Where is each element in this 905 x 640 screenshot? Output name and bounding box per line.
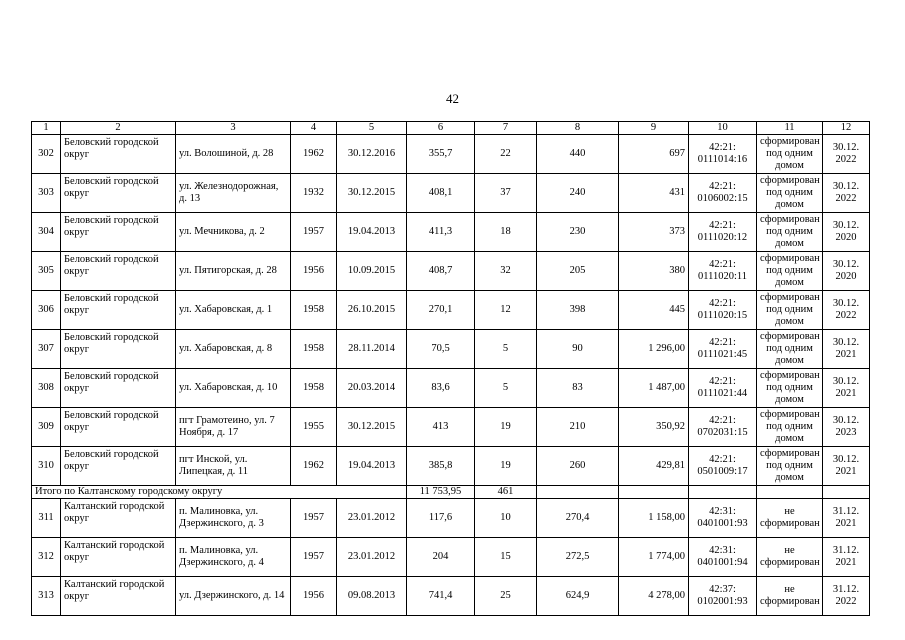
value-col9: 373 bbox=[619, 213, 689, 252]
cadastral-number: 42:21: 0111020:12 bbox=[689, 213, 757, 252]
district-name: Калтанский городской округ bbox=[61, 577, 176, 616]
value-col9: 697 bbox=[619, 135, 689, 174]
row-number: 308 bbox=[32, 369, 61, 408]
table-row bbox=[32, 252, 870, 291]
status: сформирован под одним домом bbox=[757, 252, 823, 291]
row-number: 306 bbox=[32, 291, 61, 330]
column-number: 4 bbox=[291, 122, 337, 135]
build-year: 1956 bbox=[291, 252, 337, 291]
deadline: 31.12. 2021 bbox=[823, 538, 870, 577]
status: не сформирован bbox=[757, 538, 823, 577]
cadastral-number: 42:31: 0401001:94 bbox=[689, 538, 757, 577]
area: 411,3 bbox=[407, 213, 475, 252]
column-number: 5 bbox=[337, 122, 407, 135]
count: 19 bbox=[475, 447, 537, 486]
column-number: 12 bbox=[823, 122, 870, 135]
count: 19 bbox=[475, 408, 537, 447]
value-col9: 1 487,00 bbox=[619, 369, 689, 408]
column-number: 8 bbox=[537, 122, 619, 135]
row-number: 307 bbox=[32, 330, 61, 369]
address: ул. Железнодорожная, д. 13 bbox=[176, 174, 291, 213]
housing-register-table bbox=[31, 121, 870, 616]
value-col9: 1 158,00 bbox=[619, 499, 689, 538]
value-col8: 260 bbox=[537, 447, 619, 486]
address: ул. Дзержинского, д. 14 bbox=[176, 577, 291, 616]
total-row bbox=[32, 486, 870, 499]
value-col8: 240 bbox=[537, 174, 619, 213]
date: 26.10.2015 bbox=[337, 291, 407, 330]
area: 83,6 bbox=[407, 369, 475, 408]
count: 15 bbox=[475, 538, 537, 577]
cadastral-number: 42:21: 0106002:15 bbox=[689, 174, 757, 213]
value-col8: 270,4 bbox=[537, 499, 619, 538]
cadastral-number: 42:21: 0111021:45 bbox=[689, 330, 757, 369]
column-number: 7 bbox=[475, 122, 537, 135]
area: 204 bbox=[407, 538, 475, 577]
status: сформирован под одним домом bbox=[757, 291, 823, 330]
count: 18 bbox=[475, 213, 537, 252]
deadline: 30.12. 2022 bbox=[823, 135, 870, 174]
deadline: 30.12. 2022 bbox=[823, 291, 870, 330]
count: 5 bbox=[475, 330, 537, 369]
row-number: 311 bbox=[32, 499, 61, 538]
area: 413 bbox=[407, 408, 475, 447]
date: 19.04.2013 bbox=[337, 213, 407, 252]
status: сформирован под одним домом bbox=[757, 135, 823, 174]
total-area: 11 753,95 bbox=[407, 486, 475, 499]
area: 270,1 bbox=[407, 291, 475, 330]
deadline: 31.12. 2022 bbox=[823, 577, 870, 616]
deadline: 30.12. 2023 bbox=[823, 408, 870, 447]
address: ул. Хабаровская, д. 10 bbox=[176, 369, 291, 408]
value-col8: 624,9 bbox=[537, 577, 619, 616]
build-year: 1957 bbox=[291, 213, 337, 252]
row-number: 303 bbox=[32, 174, 61, 213]
row-number: 309 bbox=[32, 408, 61, 447]
row-number: 305 bbox=[32, 252, 61, 291]
row-number: 304 bbox=[32, 213, 61, 252]
table-row bbox=[32, 213, 870, 252]
count: 37 bbox=[475, 174, 537, 213]
value-col9: 380 bbox=[619, 252, 689, 291]
value-col8: 90 bbox=[537, 330, 619, 369]
count: 5 bbox=[475, 369, 537, 408]
value-col9: 350,92 bbox=[619, 408, 689, 447]
deadline: 30.12. 2021 bbox=[823, 447, 870, 486]
district-name: Калтанский городской округ bbox=[61, 499, 176, 538]
status: сформирован под одним домом bbox=[757, 213, 823, 252]
build-year: 1957 bbox=[291, 538, 337, 577]
empty-cell bbox=[689, 486, 757, 499]
column-number: 10 bbox=[689, 122, 757, 135]
build-year: 1957 bbox=[291, 499, 337, 538]
deadline: 30.12. 2020 bbox=[823, 213, 870, 252]
table-row bbox=[32, 447, 870, 486]
status: сформирован под одним домом bbox=[757, 369, 823, 408]
value-col9: 431 bbox=[619, 174, 689, 213]
date: 20.03.2014 bbox=[337, 369, 407, 408]
status: не сформирован bbox=[757, 577, 823, 616]
address: пгт Грамотеино, ул. 7 Ноября, д. 17 bbox=[176, 408, 291, 447]
address: ул. Хабаровская, д. 1 bbox=[176, 291, 291, 330]
area: 408,7 bbox=[407, 252, 475, 291]
date: 23.01.2012 bbox=[337, 538, 407, 577]
column-number: 6 bbox=[407, 122, 475, 135]
count: 12 bbox=[475, 291, 537, 330]
cadastral-number: 42:31: 0401001:93 bbox=[689, 499, 757, 538]
column-number: 1 bbox=[32, 122, 61, 135]
district-name: Беловский городской округ bbox=[61, 291, 176, 330]
area: 385,8 bbox=[407, 447, 475, 486]
empty-cell bbox=[823, 486, 870, 499]
column-number: 11 bbox=[757, 122, 823, 135]
district-name: Беловский городской округ bbox=[61, 330, 176, 369]
cadastral-number: 42:21: 0111021:44 bbox=[689, 369, 757, 408]
count: 32 bbox=[475, 252, 537, 291]
cadastral-number: 42:21: 0111020:11 bbox=[689, 252, 757, 291]
table-row bbox=[32, 330, 870, 369]
table-row bbox=[32, 291, 870, 330]
value-col8: 205 bbox=[537, 252, 619, 291]
value-col8: 210 bbox=[537, 408, 619, 447]
status: сформирован под одним домом bbox=[757, 174, 823, 213]
table-row bbox=[32, 577, 870, 616]
address: п. Малиновка, ул. Дзержинского, д. 4 bbox=[176, 538, 291, 577]
empty-cell bbox=[757, 486, 823, 499]
cadastral-number: 42:37: 0102001:93 bbox=[689, 577, 757, 616]
total-label: Итого по Калтанскому городскому округу bbox=[32, 486, 407, 499]
column-number: 2 bbox=[61, 122, 176, 135]
district-name: Беловский городской округ bbox=[61, 174, 176, 213]
district-name: Беловский городской округ bbox=[61, 369, 176, 408]
table-row bbox=[32, 499, 870, 538]
table-row bbox=[32, 369, 870, 408]
date: 09.08.2013 bbox=[337, 577, 407, 616]
area: 408,1 bbox=[407, 174, 475, 213]
date: 28.11.2014 bbox=[337, 330, 407, 369]
area: 70,5 bbox=[407, 330, 475, 369]
cadastral-number: 42:21: 0702031:15 bbox=[689, 408, 757, 447]
build-year: 1958 bbox=[291, 291, 337, 330]
status: сформирован под одним домом bbox=[757, 408, 823, 447]
build-year: 1958 bbox=[291, 369, 337, 408]
district-name: Беловский городской округ bbox=[61, 408, 176, 447]
table-row bbox=[32, 174, 870, 213]
column-number: 3 bbox=[176, 122, 291, 135]
count: 10 bbox=[475, 499, 537, 538]
cadastral-number: 42:21: 0111020:15 bbox=[689, 291, 757, 330]
date: 30.12.2015 bbox=[337, 408, 407, 447]
row-number: 312 bbox=[32, 538, 61, 577]
address: ул. Пятигорская, д. 28 bbox=[176, 252, 291, 291]
area: 117,6 bbox=[407, 499, 475, 538]
table-row bbox=[32, 408, 870, 447]
deadline: 31.12. 2021 bbox=[823, 499, 870, 538]
status: не сформирован bbox=[757, 499, 823, 538]
date: 30.12.2015 bbox=[337, 174, 407, 213]
row-number: 310 bbox=[32, 447, 61, 486]
count: 22 bbox=[475, 135, 537, 174]
empty-cell bbox=[619, 486, 689, 499]
table-row bbox=[32, 538, 870, 577]
district-name: Беловский городской округ bbox=[61, 447, 176, 486]
status: сформирован под одним домом bbox=[757, 330, 823, 369]
cadastral-number: 42:21: 0501009:17 bbox=[689, 447, 757, 486]
area: 741,4 bbox=[407, 577, 475, 616]
value-col9: 4 278,00 bbox=[619, 577, 689, 616]
column-number: 9 bbox=[619, 122, 689, 135]
date: 23.01.2012 bbox=[337, 499, 407, 538]
value-col9: 429,81 bbox=[619, 447, 689, 486]
empty-cell bbox=[537, 486, 619, 499]
count: 25 bbox=[475, 577, 537, 616]
district-name: Беловский городской округ bbox=[61, 135, 176, 174]
build-year: 1958 bbox=[291, 330, 337, 369]
build-year: 1955 bbox=[291, 408, 337, 447]
build-year: 1932 bbox=[291, 174, 337, 213]
district-name: Беловский городской округ bbox=[61, 252, 176, 291]
deadline: 30.12. 2020 bbox=[823, 252, 870, 291]
total-count: 461 bbox=[475, 486, 537, 499]
address: ул. Мечникова, д. 2 bbox=[176, 213, 291, 252]
deadline: 30.12. 2022 bbox=[823, 174, 870, 213]
table-row bbox=[32, 135, 870, 174]
address: ул. Волошиной, д. 28 bbox=[176, 135, 291, 174]
value-col9: 1 296,00 bbox=[619, 330, 689, 369]
value-col9: 445 bbox=[619, 291, 689, 330]
date: 19.04.2013 bbox=[337, 447, 407, 486]
value-col8: 83 bbox=[537, 369, 619, 408]
deadline: 30.12. 2021 bbox=[823, 369, 870, 408]
cadastral-number: 42:21: 0111014:16 bbox=[689, 135, 757, 174]
status: сформирован под одним домом bbox=[757, 447, 823, 486]
value-col8: 398 bbox=[537, 291, 619, 330]
deadline: 30.12. 2021 bbox=[823, 330, 870, 369]
date: 10.09.2015 bbox=[337, 252, 407, 291]
build-year: 1962 bbox=[291, 135, 337, 174]
value-col9: 1 774,00 bbox=[619, 538, 689, 577]
address: п. Малиновка, ул. Дзержинского, д. 3 bbox=[176, 499, 291, 538]
district-name: Калтанский городской округ bbox=[61, 538, 176, 577]
area: 355,7 bbox=[407, 135, 475, 174]
address: пгт Инской, ул. Липецкая, д. 11 bbox=[176, 447, 291, 486]
page-number: 42 bbox=[446, 91, 459, 106]
column-number-row bbox=[32, 122, 870, 135]
district-name: Беловский городской округ bbox=[61, 213, 176, 252]
row-number: 313 bbox=[32, 577, 61, 616]
build-year: 1956 bbox=[291, 577, 337, 616]
row-number: 302 bbox=[32, 135, 61, 174]
value-col8: 272,5 bbox=[537, 538, 619, 577]
value-col8: 440 bbox=[537, 135, 619, 174]
build-year: 1962 bbox=[291, 447, 337, 486]
address: ул. Хабаровская, д. 8 bbox=[176, 330, 291, 369]
value-col8: 230 bbox=[537, 213, 619, 252]
date: 30.12.2016 bbox=[337, 135, 407, 174]
